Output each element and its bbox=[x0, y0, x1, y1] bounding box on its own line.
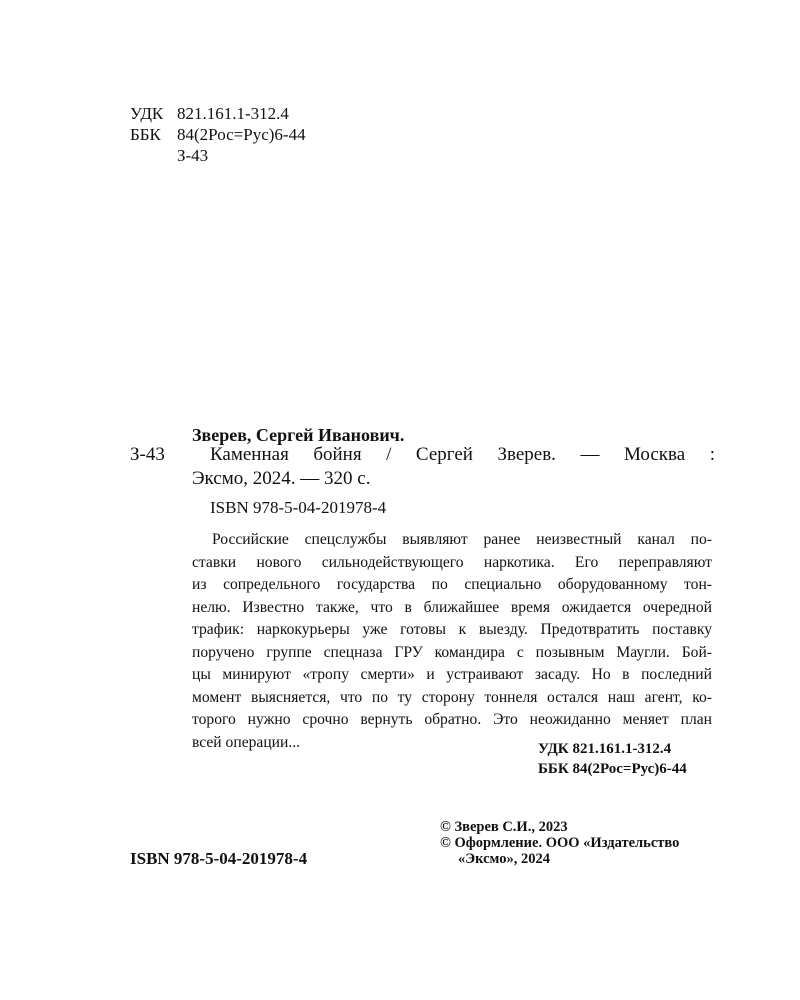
bbk-label: ББК bbox=[130, 125, 161, 144]
copyright-design: © Оформление. ООО «Издательство bbox=[440, 835, 680, 851]
udk-value: 821.161.1-312.4 bbox=[177, 104, 289, 123]
annotation-line: из сопредельного государства по специально оборудованному тон- bbox=[192, 576, 712, 593]
annotation-line: торого нужно срочно вернуть обратно. Это неожиданно меняет план bbox=[192, 711, 712, 728]
book-title-line-2: Эксмо, 2024. — 320 с. bbox=[192, 468, 371, 489]
copyright-author: © Зверев С.И., 2023 bbox=[440, 819, 568, 835]
annotation-line: трафик: наркокурьеры уже готовы к выезду. Предотвратить поставку bbox=[192, 621, 712, 638]
annotation-line: момент выясняется, что по ту сторону тоннеля остался наш агент, ко- bbox=[192, 688, 712, 706]
author-mark-card: З-43 bbox=[130, 444, 165, 465]
copyright-design-continued: «Эксмо», 2024 bbox=[458, 851, 550, 867]
isbn-bottom: ISBN 978-5-04-201978-4 bbox=[130, 849, 308, 868]
udk-label: УДК bbox=[130, 104, 164, 123]
annotation-line: цы минируют «тропу смерти» и устраивают засаду. Но в последний bbox=[192, 666, 712, 683]
book-title-line-1: Каменная бойня / Сергей Зверев. — Москва : bbox=[210, 444, 715, 465]
book-author: Зверев, Сергей Иванович. bbox=[192, 425, 405, 445]
annotation-line: ставки нового сильнодействующего наркотика. Его переправляют bbox=[192, 553, 712, 571]
annotation-line: поручено группе спецназа ГРУ командира с позывным Маугли. Бой- bbox=[192, 643, 712, 661]
annotation-line: нелю. Известно также, что в ближайшее время ожидается очередной bbox=[192, 598, 712, 616]
author-mark-top: З-43 bbox=[177, 146, 209, 165]
card-isbn: ISBN 978-5-04-201978-4 bbox=[210, 498, 387, 517]
udk-bottom: УДК 821.161.1-312.4 bbox=[538, 741, 672, 757]
annotation-line: всей операции... bbox=[192, 733, 301, 751]
bbk-value: 84(2Рос=Рус)6-44 bbox=[177, 125, 306, 144]
bbk-bottom: ББК 84(2Рос=Рус)6-44 bbox=[538, 761, 687, 777]
annotation-line: Российские спецслужбы выявляют ранее неизвестный канал по- bbox=[212, 531, 712, 548]
book-annotation bbox=[192, 529, 712, 754]
